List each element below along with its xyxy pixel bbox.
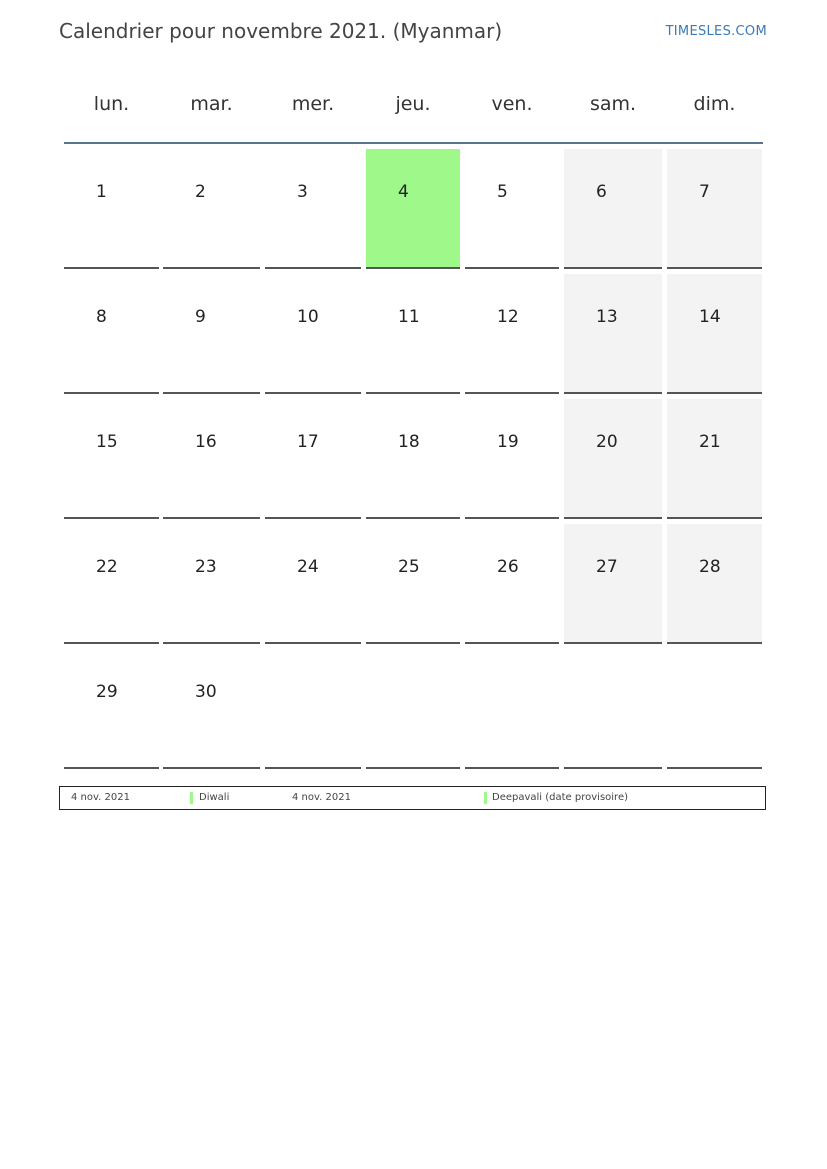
day-number: 26 bbox=[497, 557, 519, 577]
calendar-day-cell[interactable] bbox=[465, 149, 559, 269]
calendar-day-cell[interactable] bbox=[163, 524, 260, 644]
day-number: 24 bbox=[297, 557, 319, 577]
calendar-day-cell[interactable] bbox=[265, 149, 361, 269]
calendar-day-cell[interactable] bbox=[667, 149, 762, 269]
day-number: 28 bbox=[699, 557, 721, 577]
calendar-day-cell[interactable] bbox=[465, 399, 559, 519]
day-number: 20 bbox=[596, 432, 618, 452]
day-number: 29 bbox=[96, 682, 118, 702]
calendar-day-cell[interactable] bbox=[366, 274, 460, 394]
day-number: 13 bbox=[596, 307, 618, 327]
calendar-day-cell[interactable] bbox=[465, 274, 559, 394]
calendar-week-row bbox=[64, 394, 763, 519]
legend-color-bar bbox=[484, 792, 487, 804]
day-number: 17 bbox=[297, 432, 319, 452]
calendar-day-cell[interactable] bbox=[163, 149, 260, 269]
calendar-day-cell[interactable] bbox=[64, 399, 159, 519]
calendar-day-cell[interactable] bbox=[564, 149, 662, 269]
day-number: 11 bbox=[398, 307, 420, 327]
day-number: 16 bbox=[195, 432, 217, 452]
calendar-day-cell[interactable] bbox=[64, 149, 159, 269]
calendar-empty-cell bbox=[667, 649, 762, 769]
calendar-day-cell[interactable] bbox=[64, 274, 159, 394]
day-number: 14 bbox=[699, 307, 721, 327]
page-title: Calendrier pour novembre 2021. (Myanmar) bbox=[59, 19, 503, 43]
calendar-day-cell[interactable] bbox=[667, 274, 762, 394]
calendar-day-cell[interactable] bbox=[667, 399, 762, 519]
calendar-empty-cell bbox=[564, 649, 662, 769]
calendar-day-cell[interactable] bbox=[465, 524, 559, 644]
day-number: 15 bbox=[96, 432, 118, 452]
weeks-container bbox=[64, 144, 763, 769]
day-number: 23 bbox=[195, 557, 217, 577]
calendar-day-cell[interactable] bbox=[667, 524, 762, 644]
calendar-empty-cell bbox=[265, 649, 361, 769]
calendar-week-row bbox=[64, 519, 763, 644]
legend-date: 4 nov. 2021 bbox=[292, 792, 351, 803]
legend-date: 4 nov. 2021 bbox=[71, 792, 130, 803]
calendar-day-cell[interactable] bbox=[163, 399, 260, 519]
weekday-monday: lun. bbox=[93, 93, 130, 115]
calendar-week-row bbox=[64, 269, 763, 394]
day-number: 10 bbox=[297, 307, 319, 327]
day-number: 9 bbox=[195, 307, 206, 327]
legend-color-bar bbox=[190, 792, 193, 804]
day-number: 4 bbox=[398, 182, 409, 202]
day-number: 30 bbox=[195, 682, 217, 702]
weekday-friday: ven. bbox=[491, 93, 533, 115]
calendar-day-cell[interactable] bbox=[163, 649, 260, 769]
day-number: 21 bbox=[699, 432, 721, 452]
holiday-legend bbox=[59, 786, 766, 810]
day-number: 3 bbox=[297, 182, 308, 202]
day-number: 19 bbox=[497, 432, 519, 452]
site-link[interactable]: TIMESLES.COM bbox=[665, 24, 767, 39]
calendar-grid bbox=[64, 78, 763, 769]
day-number: 8 bbox=[96, 307, 107, 327]
calendar-empty-cell bbox=[366, 649, 460, 769]
calendar-week-row bbox=[64, 644, 763, 769]
calendar-day-cell[interactable] bbox=[564, 399, 662, 519]
day-number: 1 bbox=[96, 182, 107, 202]
weekday-thursday: jeu. bbox=[395, 93, 431, 115]
calendar-day-cell[interactable] bbox=[564, 524, 662, 644]
legend-holiday-name: Diwali bbox=[199, 792, 230, 803]
day-number: 2 bbox=[195, 182, 206, 202]
calendar-day-cell[interactable] bbox=[366, 399, 460, 519]
day-number: 27 bbox=[596, 557, 618, 577]
calendar-day-cell[interactable] bbox=[64, 649, 159, 769]
calendar-day-cell[interactable] bbox=[265, 524, 361, 644]
calendar-empty-cell bbox=[465, 649, 559, 769]
day-number: 5 bbox=[497, 182, 508, 202]
day-number: 7 bbox=[699, 182, 710, 202]
day-number: 22 bbox=[96, 557, 118, 577]
calendar-day-cell[interactable] bbox=[265, 274, 361, 394]
day-number: 25 bbox=[398, 557, 420, 577]
calendar-day-cell[interactable] bbox=[163, 274, 260, 394]
calendar-day-cell[interactable] bbox=[366, 149, 460, 269]
calendar-week-row bbox=[64, 144, 763, 269]
calendar-day-cell[interactable] bbox=[64, 524, 159, 644]
weekday-header-row bbox=[64, 78, 763, 144]
weekday-tuesday: mar. bbox=[190, 93, 233, 115]
day-number: 6 bbox=[596, 182, 607, 202]
calendar-day-cell[interactable] bbox=[564, 274, 662, 394]
weekday-wednesday: mer. bbox=[291, 93, 335, 115]
calendar-day-cell[interactable] bbox=[366, 524, 460, 644]
day-number: 18 bbox=[398, 432, 420, 452]
weekday-sunday: dim. bbox=[693, 93, 736, 115]
calendar-day-cell[interactable] bbox=[265, 399, 361, 519]
legend-holiday-name: Deepavali (date provisoire) bbox=[492, 792, 628, 803]
weekday-saturday: sam. bbox=[589, 93, 637, 115]
day-number: 12 bbox=[497, 307, 519, 327]
